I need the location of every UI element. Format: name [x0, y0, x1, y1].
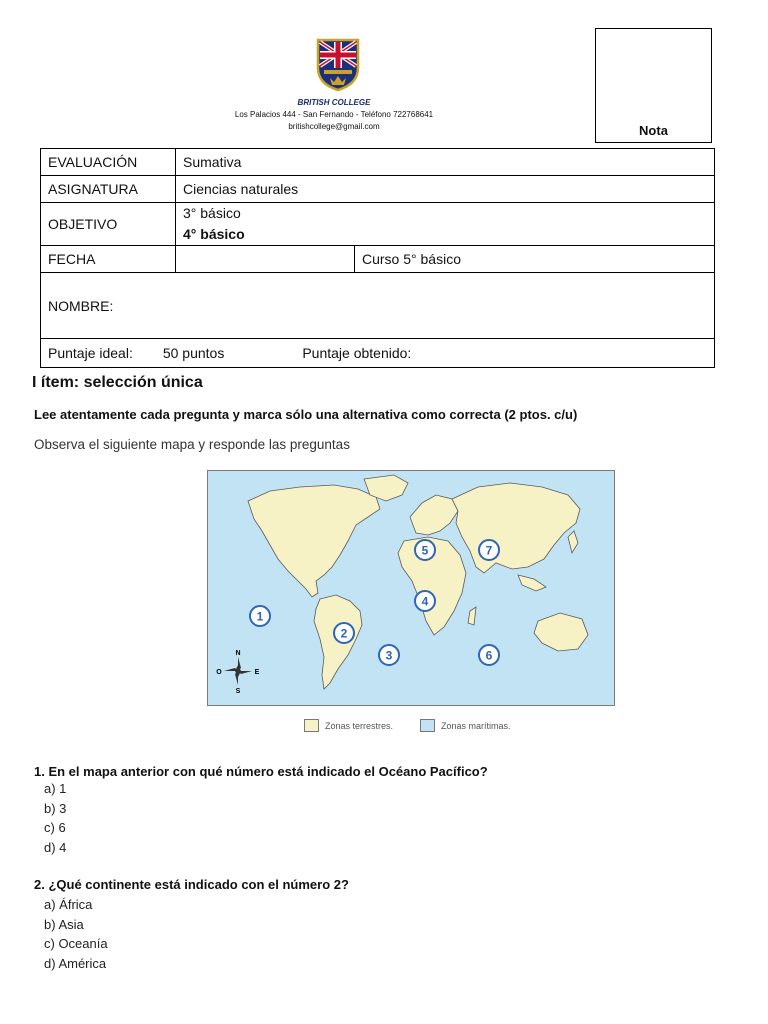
- question-2-option-c[interactable]: c) Oceanía: [44, 936, 108, 951]
- asignatura-label: ASIGNATURA: [40, 175, 176, 203]
- objetivo-value-1: 3° básico: [183, 205, 241, 221]
- question-2-option-b[interactable]: b) Asia: [44, 916, 84, 932]
- question-2-option-a[interactable]: a) África: [44, 897, 93, 912]
- question-2-option-d[interactable]: d) América: [44, 955, 107, 971]
- objetivo-value-2: 4° básico: [183, 226, 245, 242]
- svg-text:N: N: [235, 650, 241, 657]
- puntaje-ideal-value: 50 puntos: [162, 345, 225, 361]
- legend-land-swatch: [304, 719, 319, 732]
- section-title: I ítem: selección única: [32, 374, 203, 391]
- world-map: [207, 470, 615, 706]
- svg-text:5: 5: [421, 543, 429, 558]
- svg-text:6: 6: [485, 648, 493, 663]
- fecha-label: FECHA: [40, 245, 176, 273]
- question-1-option-a[interactable]: a) 1: [44, 781, 67, 796]
- question-2: 2. ¿Qué continente está indicado con el número 2?: [34, 877, 349, 892]
- svg-text:E: E: [254, 669, 260, 676]
- nombre-label: NOMBRE:: [48, 297, 114, 314]
- grade-box: [595, 28, 712, 143]
- map-marker-2: [334, 623, 354, 643]
- instructions: Lee atentamente cada pregunta y marca sólo una alternativa como correcta (2 ptos. c/u): [34, 407, 578, 422]
- legend-sea-swatch: [420, 719, 435, 732]
- evaluacion-label: EVALUACIÓN: [40, 148, 176, 176]
- map-marker-4: [415, 591, 435, 611]
- legend-land-label: Zonas terrestres.: [325, 720, 394, 731]
- fecha-field[interactable]: [175, 245, 355, 273]
- school-address: Los Palacios 444 - San Fernando - Teléfono 722768641: [234, 110, 434, 119]
- legend-land: [304, 719, 393, 732]
- svg-text:2: 2: [340, 626, 348, 641]
- svg-text:O: O: [216, 669, 222, 676]
- nombre-field[interactable]: [40, 272, 715, 339]
- evaluacion-value: Sumativa: [175, 148, 715, 176]
- map-marker-6: [479, 645, 499, 665]
- question-1: 1. En el mapa anterior con qué número está indicado el Océano Pacífico?: [34, 764, 488, 779]
- school-name: BRITISH COLLEGE: [297, 98, 371, 107]
- svg-text:1: 1: [256, 609, 264, 624]
- svg-text:S: S: [235, 688, 241, 695]
- svg-text:3: 3: [385, 648, 393, 663]
- school-crest-icon: [316, 38, 360, 92]
- question-1-option-c[interactable]: c) 6: [44, 820, 66, 835]
- evaluation-info-table: [40, 148, 715, 368]
- map-marker-1: [250, 606, 270, 626]
- legend-sea: [420, 719, 511, 732]
- map-intro: Observa el siguiente mapa y responde las preguntas: [34, 437, 350, 452]
- question-2-options: [44, 895, 108, 973]
- objetivo-value: [175, 202, 715, 246]
- puntaje-row: [40, 338, 715, 368]
- curso-value: Curso 5° básico: [354, 245, 715, 273]
- school-email: britishcollege@gmail.com: [288, 122, 380, 131]
- puntaje-obtenido-label: Puntaje obtenido:: [302, 345, 412, 361]
- legend-sea-label: Zonas marítimas.: [441, 720, 511, 731]
- question-1-option-d[interactable]: d) 4: [44, 839, 67, 855]
- asignatura-value: Ciencias naturales: [175, 175, 715, 203]
- grade-label: Nota: [639, 123, 668, 138]
- question-1-options: [44, 779, 66, 857]
- objetivo-label: OBJETIVO: [40, 202, 176, 246]
- puntaje-ideal-label: Puntaje ideal:: [48, 345, 133, 361]
- question-1-option-b[interactable]: b) 3: [44, 800, 67, 816]
- svg-text:4: 4: [421, 594, 429, 609]
- map-marker-3: [379, 645, 399, 665]
- svg-text:7: 7: [485, 543, 493, 558]
- map-marker-5: [415, 540, 435, 560]
- map-marker-7: [479, 540, 499, 560]
